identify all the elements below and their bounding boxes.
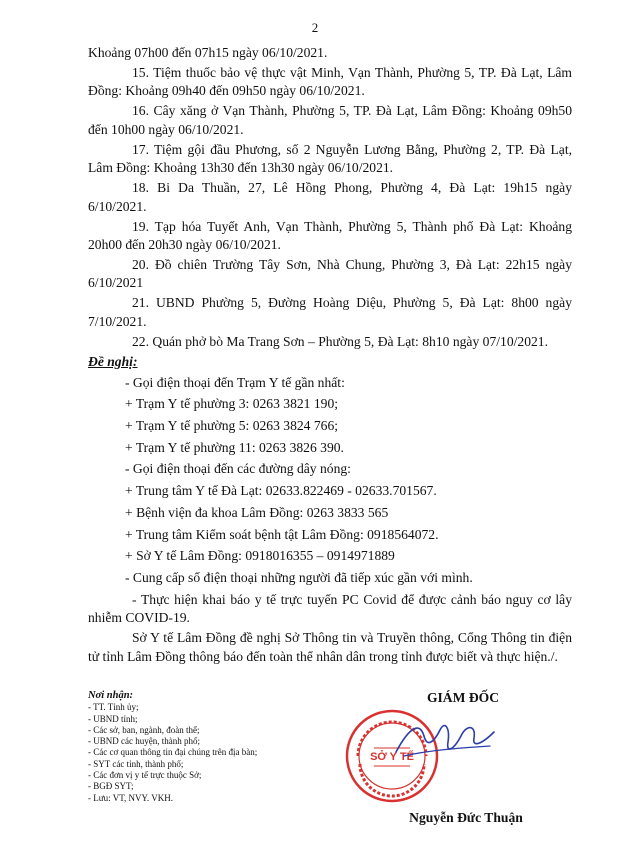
list-item: 22. Quán phở bò Ma Trang Sơn – Phường 5, Đà Lạt: 8h10 ngày 07/10/2021.	[132, 333, 548, 349]
list-item: 19. Tạp hóa Tuyết Anh, Vạn Thành, Phường 5, Thành phố Đà Lạt: Khoảng 20h00 đến 20h30 ngày 06/10/2021.	[88, 218, 572, 253]
document-body	[88, 44, 572, 668]
recommend-heading: Đề nghị:	[88, 354, 138, 370]
recipient-item: - Các đơn vị y tế trực thuộc Sở;	[88, 770, 202, 781]
handwritten-signature-icon	[390, 712, 500, 772]
declaration-paragraph: - Thực hiện khai báo y tế trực tuyến PC Covid để được cảnh báo nguy cơ lây nhiễm COVID-19.	[88, 591, 572, 626]
closing-paragraph: Sở Y tế Lâm Đồng đề nghị Sở Thông tin và Truyền thông, Cổng Thông tin điện tử tỉnh Lâm Đồng thông báo đến toàn thể nhân dân trong tỉnh được biết và thực hiện./.	[88, 630, 572, 664]
list-item: 20. Đồ chiên Trường Tây Sơn, Nhà Chung, Phường 3, Đà Lạt: 22h15 ngày 6/10/2021	[88, 257, 572, 291]
recommend-bullet: + Trạm Y tế phường 3: 0263 3821 190;	[125, 396, 339, 412]
list-item: 18. Bi Da Thuần, 27, Lê Hồng Phong, Phường 4, Đà Lạt: 19h15 ngày 6/10/2021.	[88, 180, 572, 214]
recipient-item: - UBND tỉnh;	[88, 713, 138, 724]
recipient-item: - UBND các huyện, thành phố;	[88, 736, 200, 747]
recipient-item: - Lưu: VT, NVY. VKH.	[88, 792, 173, 803]
recommend-bullet: + Trạm Y tế phường 11: 0263 3826 390.	[125, 439, 344, 455]
signature-block	[338, 690, 572, 840]
list-item: 17. Tiệm gội đầu Phương, số 2 Nguyễn Lương Bằng, Phường 2, TP. Đà Lạt, Lâm Đồng: Khoảng 13h30 đến 13h30 ngày 06/10/2021.	[88, 141, 572, 176]
recommend-bullet: - Gọi điện thoại đến Trạm Y tế gần nhất:	[125, 374, 345, 390]
recipients-title: Nơi nhận:	[88, 690, 134, 701]
recommend-bullet: - Cung cấp số điện thoại những người đã tiếp xúc gần với mình.	[125, 569, 473, 585]
list-item: Khoảng 07h00 đến 07h15 ngày 06/10/2021.	[88, 45, 328, 60]
recommend-bullet: - Gọi điện thoại đến các đường dây nóng:	[125, 461, 351, 477]
recipient-item: - TT. Tỉnh ủy;	[88, 702, 139, 713]
recommend-bullet: + Trung tâm Y tế Đà Lạt: 02633.822469 - 02633.701567.	[125, 483, 437, 499]
recommend-bullet: + Trung tâm Kiểm soát bệnh tật Lâm Đồng: 0918564072.	[125, 526, 439, 542]
recipients-block	[88, 690, 338, 804]
list-item: 15. Tiệm thuốc bảo vệ thực vật Minh, Vạn Thành, Phường 5, TP. Đà Lạt, Lâm Đồng: Khoảng 09h40 đến 09h50 ngày 06/10/2021.	[88, 65, 572, 99]
seal-text: SỞ Y TẾ	[370, 751, 414, 763]
recommend-bullet: + Bệnh viện đa khoa Lâm Đồng: 0263 3833 565	[125, 504, 389, 520]
recipient-item: - Các sở, ban, ngành, đoàn thể;	[88, 724, 200, 735]
recipient-item: - BGĐ SYT;	[88, 781, 134, 792]
signer-name: Nguyễn Đức Thuận	[409, 810, 523, 825]
recommend-bullet: + Sở Y tế Lâm Đồng: 0918016355 – 0914971889	[125, 548, 395, 564]
recipient-item: - Các cơ quan thông tin đại chúng trên địa bàn;	[88, 747, 258, 758]
list-item: 16. Cây xăng ở Vạn Thành, Phường 5, TP. Đà Lạt, Lâm Đồng: Khoảng 09h50 đến 10h00 ngày 06/10/2021.	[88, 103, 572, 137]
document-footer	[88, 690, 572, 840]
page-number: 2	[311, 20, 319, 35]
recipient-item: - SYT các tỉnh, thành phố;	[88, 758, 184, 769]
recommend-bullet: + Trạm Y tế phường 5: 0263 3824 766;	[125, 418, 339, 434]
signer-title: GIÁM ĐỐC	[426, 690, 500, 705]
list-item: 21. UBND Phường 5, Đường Hoàng Diệu, Phường 5, Đà Lạt: 8h00 ngày 7/10/2021.	[88, 295, 572, 329]
